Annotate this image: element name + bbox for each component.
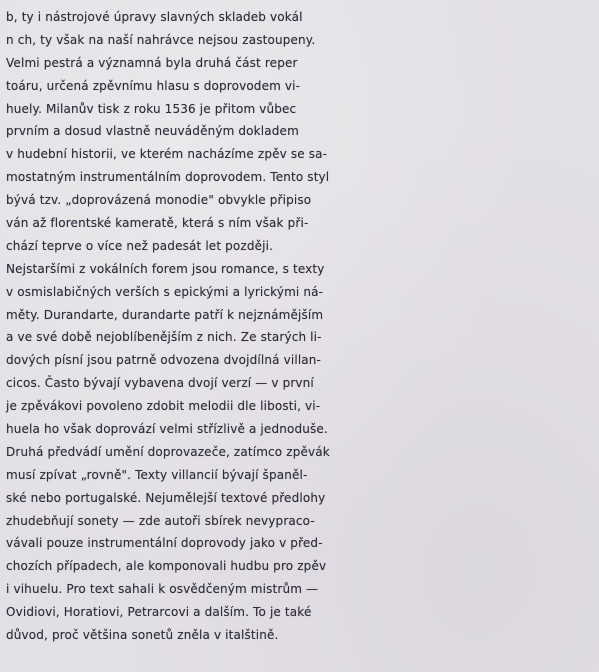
text-line: bývá tzv. „doprovázená monodie" obvykle připiso	[6, 193, 312, 208]
text-line: Velmi pestrá a významná byla druhá část reper	[6, 55, 298, 70]
text-line: v hudební historii, ve kterém nacházíme zpěv se sa-	[6, 147, 328, 162]
body-text	[6, 6, 596, 647]
text-line: huely. Milanův tisk z roku 1536 je přitom vůbec	[6, 101, 297, 116]
text-line: Ovidiovi, Horatiovi, Petrarcovi a dalším. To je také	[6, 605, 312, 620]
text-line: huela ho však doprovází velmi střízlivě a jednoduše.	[6, 422, 328, 437]
text-line: Druhá předvádí umění doprovazeče, zatímco zpěvák	[6, 444, 330, 459]
text-line: v osmislabičných verších s epickými a lyrickými ná-	[6, 284, 324, 299]
text-line: je zpěvákovi povoleno zdobit melodii dle libosti, vi-	[6, 399, 321, 414]
text-line: chozích případech, ale komponovali hudbu pro zpěv	[6, 559, 327, 574]
text-line: dových písní jsou patrně odvozena dvojdílná villan-	[6, 353, 322, 368]
text-line: ván až florentské kameratě, která s ním však při-	[6, 216, 309, 231]
text-line: chází teprve o více než padesát let později.	[6, 238, 274, 253]
text-line: n ch, ty však na naší nahrávce nejsou zastoupeny.	[6, 32, 316, 47]
text-line: mostatným instrumentálním doprovodem. Tento styl	[6, 170, 330, 185]
text-line: a ve své době nejoblíbenějším z nich. Ze starých li-	[6, 330, 322, 345]
text-line: měty. Durandarte, durandarte patří k nejznámějším	[6, 307, 324, 322]
text-line: musí zpívat „rovně". Texty villancií bývají španěl-	[6, 467, 308, 482]
text-line: i vihuelu. Pro text sahali k osvědčeným mistrům —	[6, 582, 319, 597]
text-line: Nejstaršími z vokálních forem jsou romance, s texty	[6, 261, 325, 276]
text-line: důvod, proč většina sonetů zněla v italštině.	[6, 628, 279, 643]
text-line: cicos. Často bývají vybavena dvojí verzí — v první	[6, 376, 314, 391]
text-line: prvním a dosud vlastně neuváděným dokladem	[6, 124, 299, 139]
text-line: toáru, určená zpěvnímu hlasu s doprovodem vi-	[6, 78, 301, 93]
text-line: zhudebňují sonety — zde autoři sbírek nevypraco-	[6, 513, 315, 528]
text-line: b, ty i nástrojové úpravy slavných skladeb vokál	[6, 10, 303, 24]
text-line: ské nebo portugalské. Nejumělejší textové předlohy	[6, 490, 326, 505]
text-line: vávali pouze instrumentální doprovody jako v před-	[6, 536, 323, 551]
